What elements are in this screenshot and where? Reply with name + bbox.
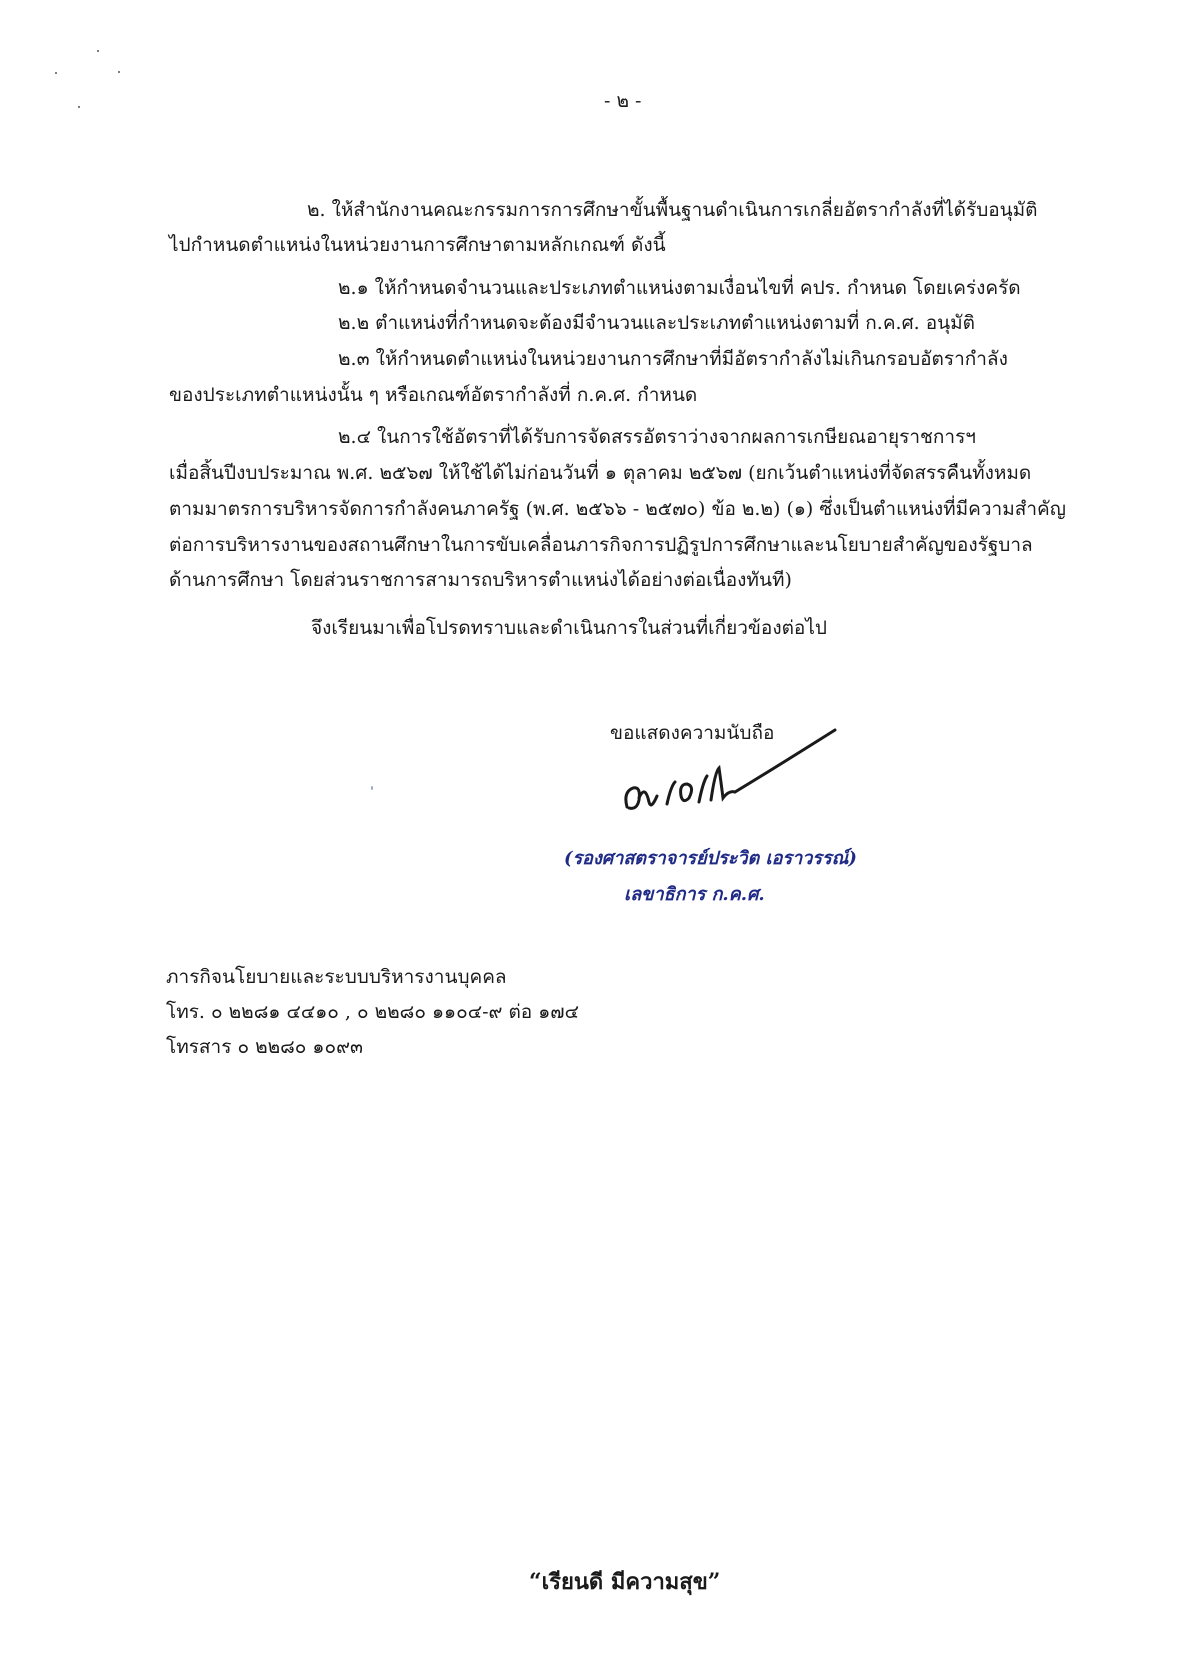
- paragraph-2-line-1: ๒. ให้สำนักงานคณะกรรมการการศึกษาขั้นพื้นฐานดำเนินการเกลี่ยอัตรากำลังที่ได้รับอนุมัติ: [307, 199, 1038, 221]
- footer-motto: “เรียนดี มีความสุข”: [529, 1569, 721, 1595]
- item-2-3-line-2: ของประเภทตำแหน่งนั้น ๆ หรือเกณฑ์อัตรากำลังที่ ก.ค.ศ. กำหนด: [169, 384, 698, 406]
- item-2-4-line-1: ๒.๔ ในการใช้อัตราที่ได้รับการจัดสรรอัตราว่างจากผลการเกษียณอายุราชการฯ: [338, 426, 976, 448]
- scan-speck: [78, 106, 80, 108]
- scan-speck: [371, 786, 373, 790]
- paragraph-2-line-2: ไปกำหนดตำแหน่งในหน่วยงานการศึกษาตามหลักเกณฑ์ ดังนี้: [169, 234, 666, 256]
- signatory-title: เลขาธิการ ก.ค.ศ.: [624, 884, 765, 905]
- item-2-2: ๒.๒ ตำแหน่งที่กำหนดจะต้องมีจำนวนและประเภทตำแหน่งตามที่ ก.ค.ศ. อนุมัติ: [338, 312, 976, 334]
- item-2-4-line-3: ตามมาตรการบริหารจัดการกำลังคนภาครัฐ (พ.ศ. ๒๕๖๖ - ๒๕๗๐) ข้อ ๒.๒) (๑) ซึ่งเป็นตำแหน่งที่มีความสำคัญ: [169, 498, 1066, 520]
- closing-sentence: จึงเรียนมาเพื่อโปรดทราบและดำเนินการในส่วนที่เกี่ยวข้องต่อไป: [311, 617, 827, 639]
- handwritten-signature: [615, 712, 845, 822]
- scan-speck: [97, 50, 99, 52]
- contact-department: ภารกิจนโยบายและระบบบริหารงานบุคคล: [166, 966, 507, 988]
- item-2-3-line-1: ๒.๓ ให้กำหนดตำแหน่งในหน่วยงานการศึกษาที่มีอัตรากำลังไม่เกินกรอบอัตรากำลัง: [338, 348, 1008, 370]
- salutation: ขอแสดงความนับถือ: [610, 722, 775, 744]
- item-2-4-line-5: ด้านการศึกษา โดยส่วนราชการสามารถบริหารตำแหน่งได้อย่างต่อเนื่องทันที): [169, 569, 792, 591]
- item-2-1: ๒.๑ ให้กำหนดจำนวนและประเภทตำแหน่งตามเงื่อนไขที่ คปร. กำหนด โดยเคร่งครัด: [338, 277, 1021, 299]
- scan-speck: [118, 71, 120, 73]
- item-2-4-line-4: ต่อการบริหารงานของสถานศึกษาในการขับเคลื่อนภารกิจการปฏิรูปการศึกษาและนโยบายสำคัญของรัฐบาล: [169, 534, 1033, 556]
- item-2-4-line-2: เมื่อสิ้นปีงบประมาณ พ.ศ. ๒๕๖๗ ให้ใช้ได้ไม่ก่อนวันที่ ๑ ตุลาคม ๒๕๖๗ (ยกเว้นตำแหน่งที่จัดสรรคืนทั้งหมด: [169, 462, 1032, 484]
- scan-speck: [55, 72, 57, 74]
- signatory-name: (รองศาสตราจารย์ประวิต เอราวรรณ์): [564, 848, 857, 869]
- contact-fax: โทรสาร ๐ ๒๒๘๐ ๑๐๙๓: [166, 1036, 363, 1058]
- contact-phone: โทร. ๐ ๒๒๘๑ ๔๔๑๐ , ๐ ๒๒๘๐ ๑๑๐๔-๙ ต่อ ๑๗๔: [166, 1001, 579, 1023]
- page-number: - ๒ -: [604, 90, 642, 112]
